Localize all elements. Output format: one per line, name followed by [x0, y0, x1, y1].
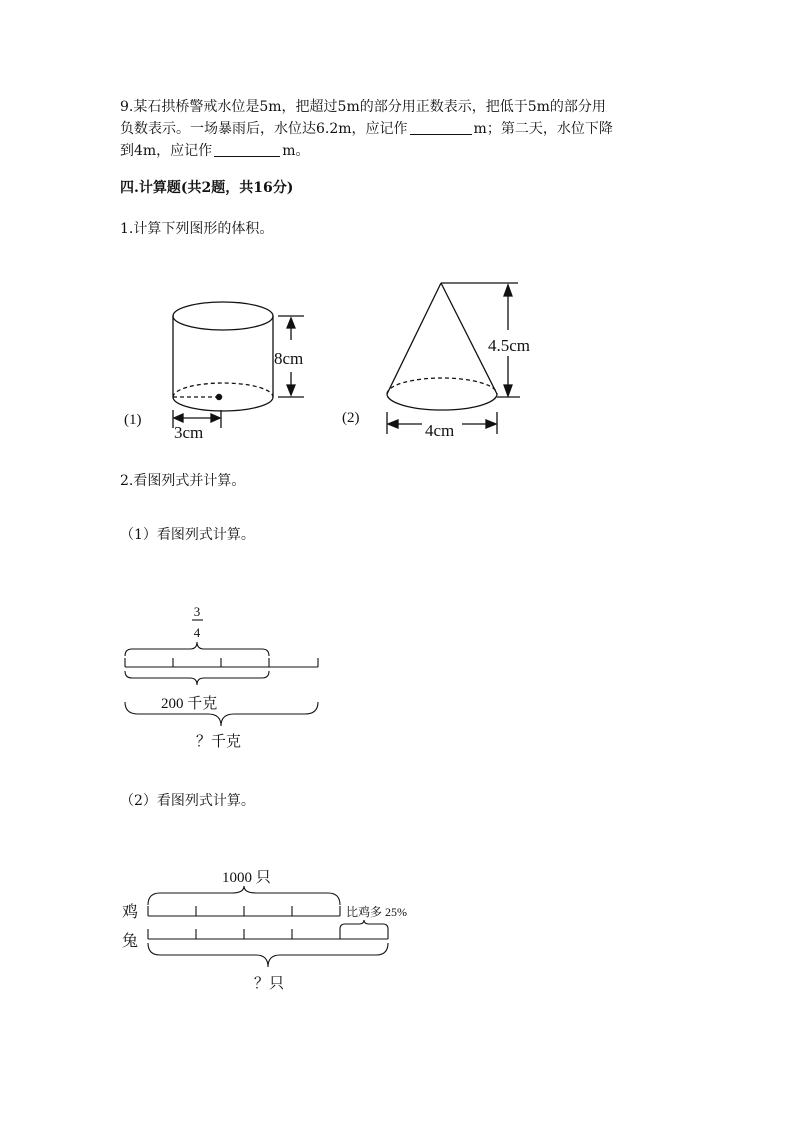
section-title: 四.计算题(共2题，共16分): [120, 180, 294, 196]
extra-percent-label: 比鸡多 25%: [346, 905, 407, 919]
q9-line2-a: 负数表示。一场暴雨后，水位达6.2m，应记作: [120, 121, 408, 137]
sub2-prompt: （2）看图列式计算。: [120, 793, 255, 809]
cone-diameter-label: 4cm: [425, 421, 455, 440]
q9-line3-a: 到4m，应记作: [120, 143, 213, 159]
part-weight-label: 200 千克: [161, 696, 218, 712]
total-weight-label: ？千克: [196, 734, 242, 750]
fraction-numerator: 3: [193, 604, 201, 619]
q9-line2-b: m；第二天，水位下降: [473, 121, 613, 137]
fig2-label: (2): [342, 410, 360, 426]
sub1-prompt: （1）看图列式计算。: [120, 527, 255, 543]
cylinder-height-label: 8cm: [274, 349, 304, 368]
fraction-denominator: 4: [193, 625, 201, 640]
cone-figure: [387, 283, 520, 434]
segment-diagram-1: [125, 620, 318, 726]
cylinder-radius-label: 3cm: [174, 423, 204, 442]
q9-line3-b: m。: [282, 143, 310, 159]
problem1-prompt: 1.计算下列图形的体积。: [120, 221, 274, 237]
q9-line1: 9.某石拱桥警戒水位是5m，把超过5m的部分用正数表示，把低于5m的部分用: [120, 99, 606, 115]
segment-diagram-2: [148, 886, 388, 967]
cone-height-label: 4.5cm: [488, 336, 531, 355]
fig1-label: (1): [124, 412, 142, 428]
problem2-prompt: 2.看图列式并计算。: [120, 473, 246, 489]
rabbit-total-label: ？只: [254, 976, 285, 992]
row-label-chicken: 鸡: [122, 904, 139, 921]
row-label-rabbit: 兔: [122, 933, 139, 950]
chicken-count-label: 1000 只: [222, 870, 271, 886]
